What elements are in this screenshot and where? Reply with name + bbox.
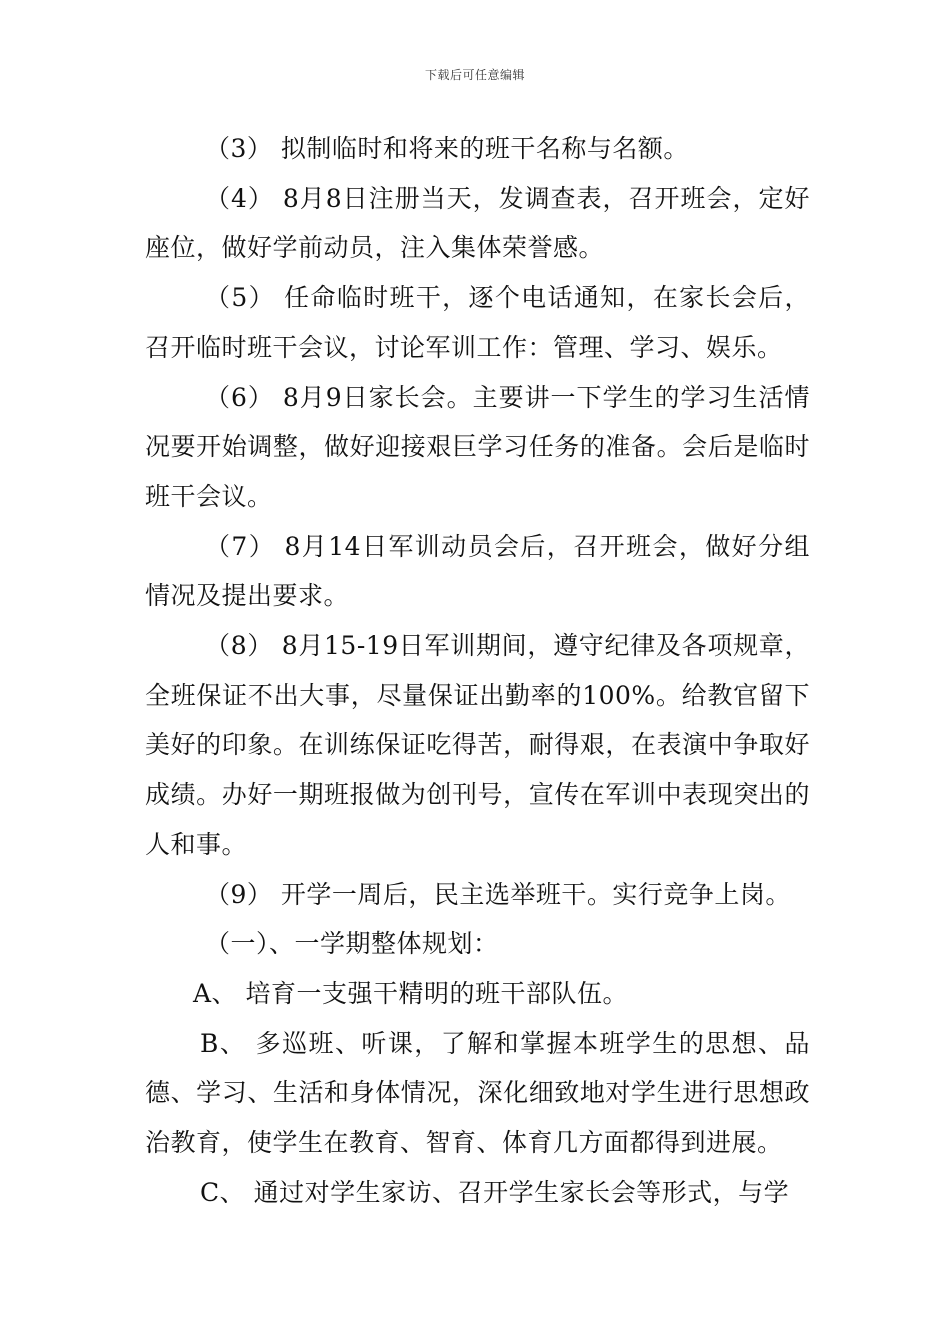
- document-body: [145, 124, 810, 1217]
- paragraph-item-8: （8） 8月15-19日军训期间，遵守纪律及各项规章，全班保证不出大事，尽量保证出勤率的100%。给教官留下美好的印象。在训练保证吃得苦，耐得艰，在表演中争取好成绩。办好一期班报做为创刊号，宣传在军训中表现突出的人和事。: [145, 631, 810, 859]
- paragraph-item-6: （6） 8月9日家长会。主要讲一下学生的学习生活情况要开始调整，做好迎接艰巨学习任务的准备。会后是临时班干会议。: [145, 382, 810, 511]
- paragraph-point-b: B、 多巡班、听课，了解和掌握本班学生的思想、品德、学习、生活和身体情况，深化细致地对学生进行思想政治教育，使学生在教育、智育、体育几方面都得到进展。: [145, 1028, 810, 1158]
- header-note: 下载后可任意编辑: [424, 68, 525, 82]
- paragraph-point-a: A、 培育一支强干精明的班干部队伍。: [193, 978, 629, 1008]
- section-heading-semester-plan: （一）、一学期整体规划：: [205, 929, 499, 959]
- paragraph-item-3: （3） 拟制临时和将来的班干名称与名额。: [205, 134, 689, 163]
- paragraph-item-5: （5） 任命临时班干，逐个电话通知，在家长会后，召开临时班干会议，讨论军训工作：管理、学习、娱乐。: [145, 283, 810, 362]
- paragraph-item-4: （4） 8月8日注册当天，发调查表，召开班会，定好座位，做好学前动员，注入集体荣誉感。: [145, 183, 810, 263]
- paragraph-item-7: （7） 8月14日军训动员会后，召开班会，做好分组情况及提出要求。: [145, 531, 810, 611]
- paragraph-point-c: C、 通过对学生家访、召开学生家长会等形式，与学: [200, 1177, 790, 1207]
- paragraph-item-9: （9） 开学一周后，民主选举班干。实行竞争上岗。: [205, 879, 791, 909]
